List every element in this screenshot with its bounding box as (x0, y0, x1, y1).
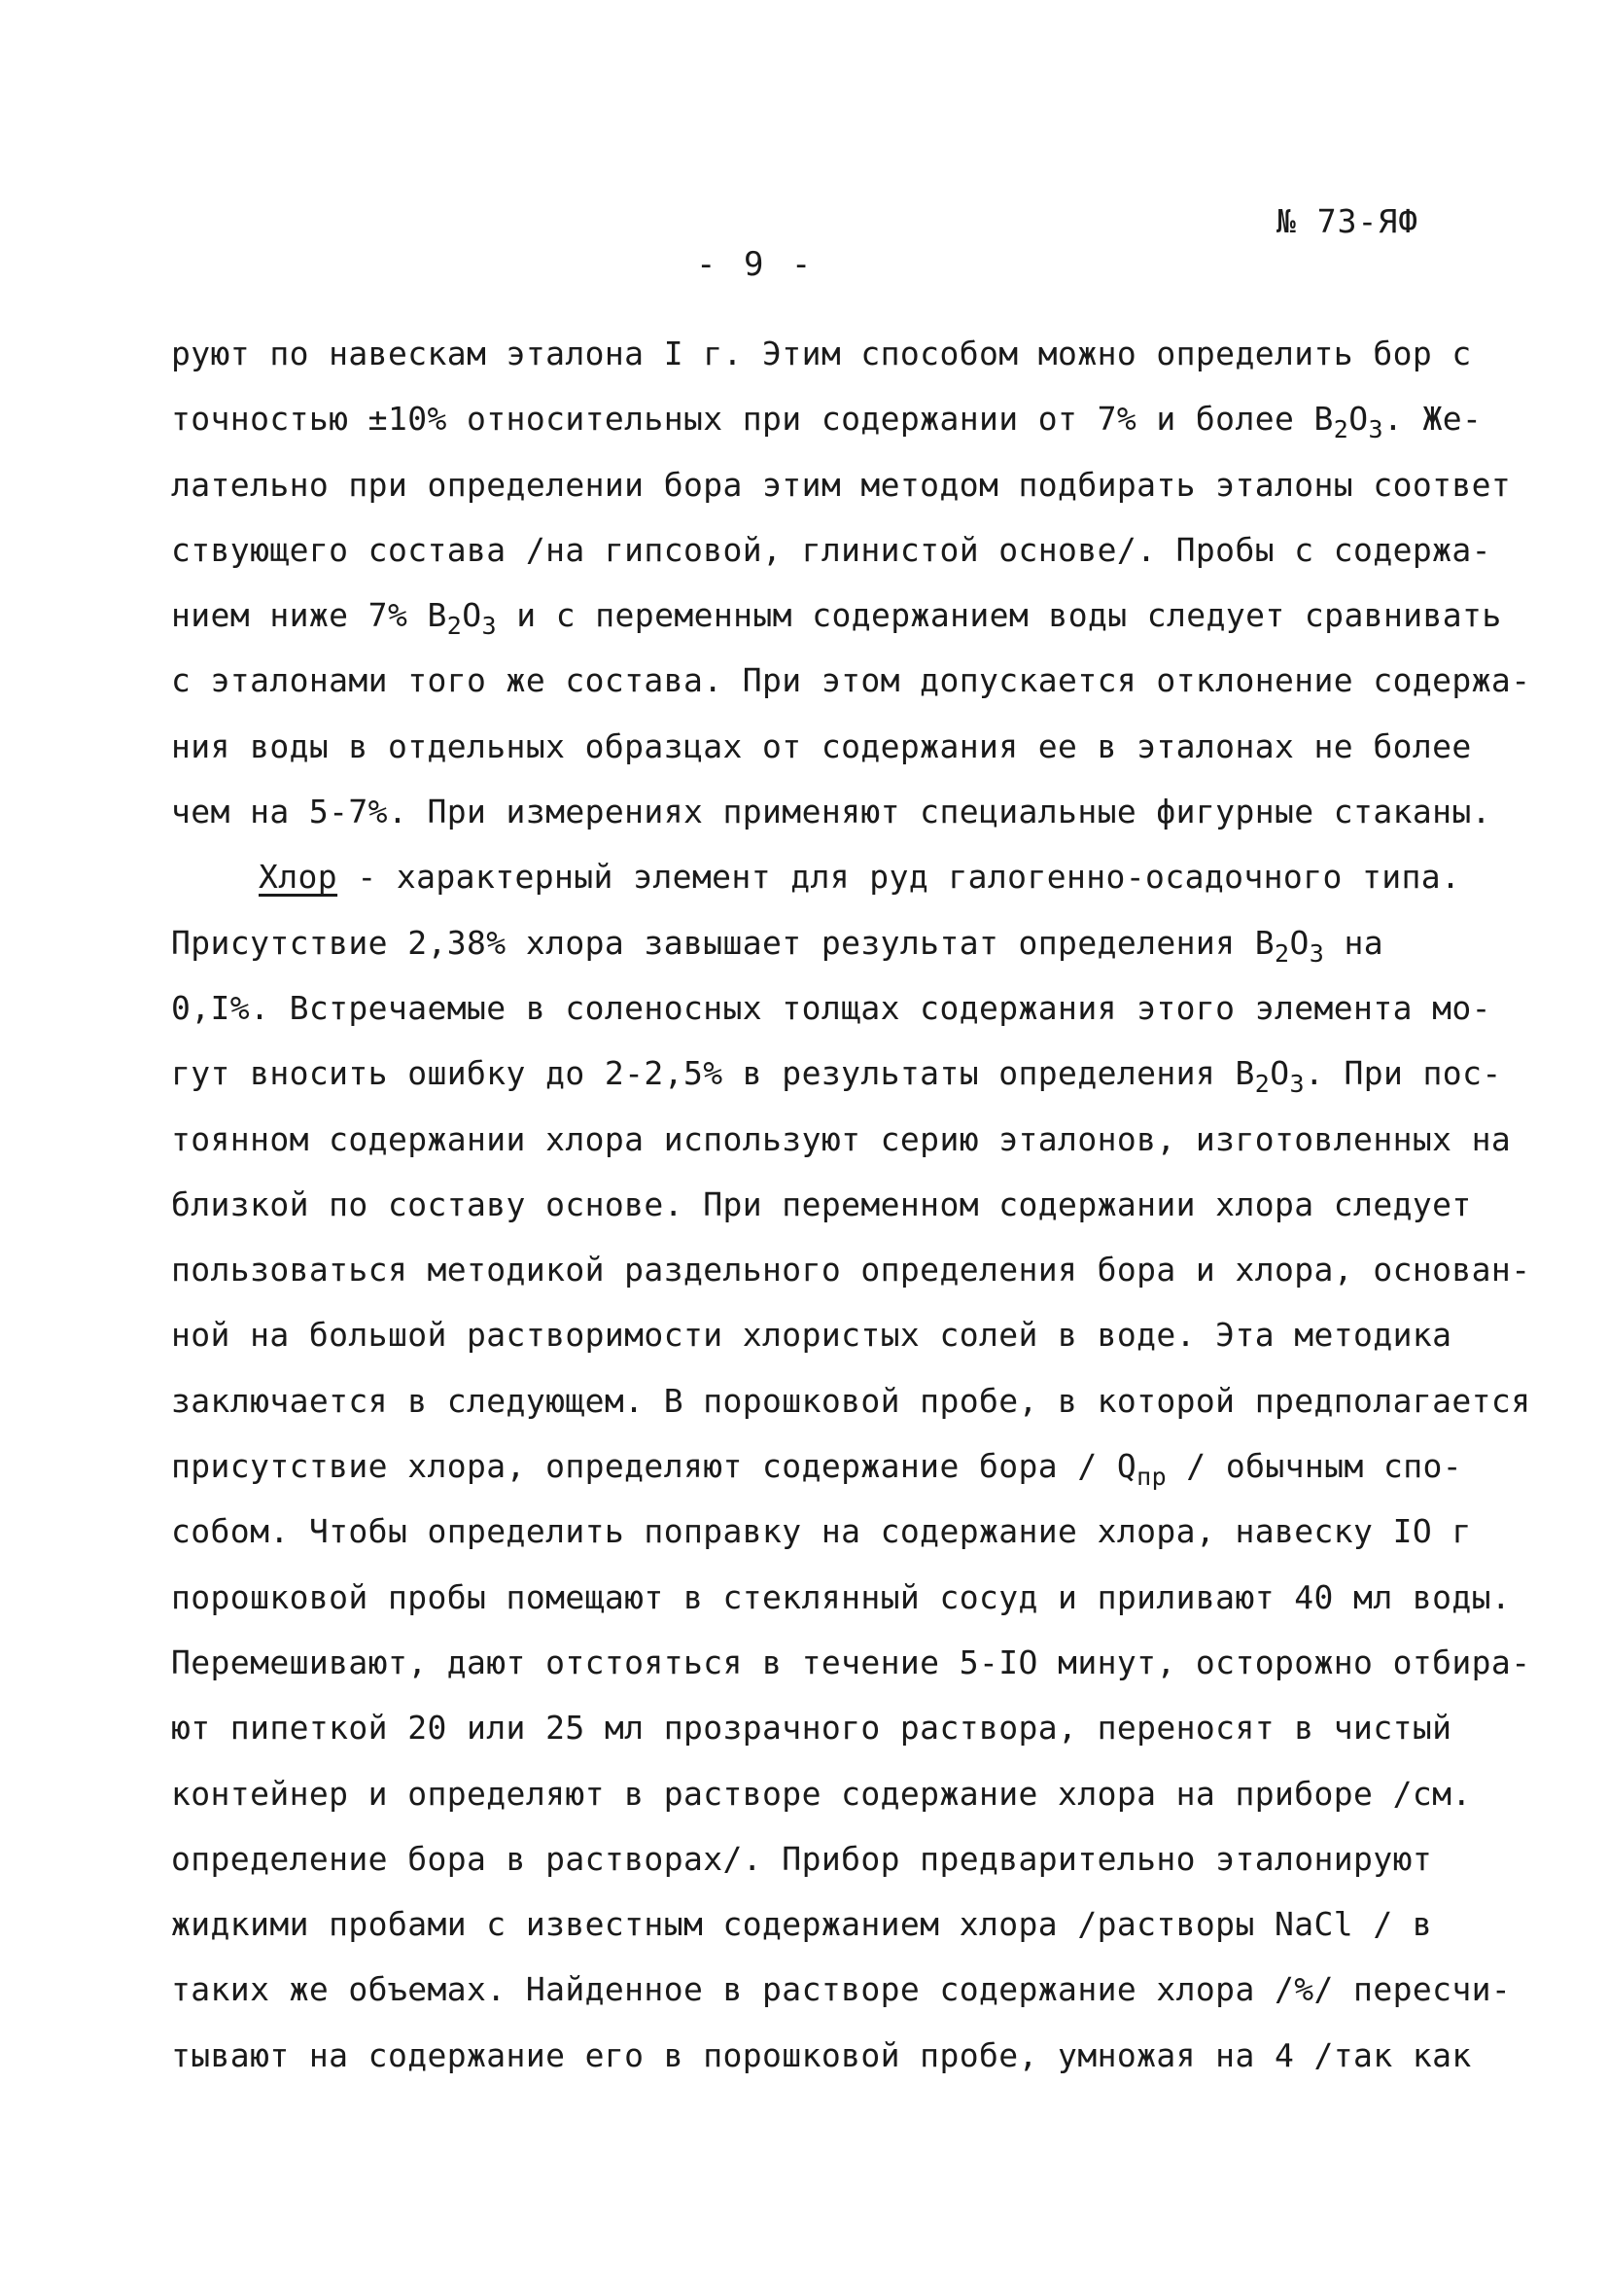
text-line: ствующего состава /на гипсовой, глинистой основе/. Пробы с содержа- (171, 530, 1491, 569)
text-line: ния воды в отдельных образцах от содержания ее в эталонах не более (171, 726, 1472, 765)
section-term-chlorine: Хлор (259, 858, 338, 897)
text-line: таких же объемах. Найденное в растворе содержание хлора /%/ пересчи- (171, 1970, 1512, 2009)
text-line: гут вносить ошибку до 2-2,5% в результаты определения $B_2O_3$. При пос- (171, 1054, 1502, 1099)
text-line: контейнер и определяют в растворе содержание хлора на приборе /см. (171, 1774, 1472, 1813)
text-line: близкой по составу основе. При переменном содержании хлора следует (171, 1184, 1472, 1223)
text-line: с эталонами того же состава. При этом допускается отклонение содержа- (171, 661, 1531, 700)
text-line: собом. Чтобы определить поправку на содержание хлора, навеску IO г (171, 1512, 1472, 1551)
text-line: определение бора в растворах/. Прибор предварительно эталонируют (171, 1839, 1433, 1878)
text-line: жидкими пробами с известным содержанием хлора /растворы NaCl / в (171, 1905, 1433, 1944)
text-line: ной на большой растворимости хлористых солей в воде. Эта методика (171, 1316, 1452, 1355)
text-line: лательно при определении бора этим методом подбирать эталоны соответ (171, 465, 1512, 504)
text-line: Присутствие 2,38% хлора завышает результат определения $B_2O_3$ на (171, 923, 1383, 968)
text-line: Перемешивают, дают отстояться в течение 5-IO минут, осторожно отбира- (171, 1643, 1531, 1681)
text-line: нием ниже 7% $B_2O_3$ и с переменным содержанием воды следует сравнивать (171, 596, 1502, 641)
text-line: порошковой пробы помещают в стеклянный сосуд и приливают 40 мл воды. (171, 1577, 1512, 1616)
text-line: чем на 5-7%. При измерениях применяют специальные фигурные стаканы. (171, 793, 1491, 831)
text-line: присутствие хлора, определяют содержание бора / $Q_{пр}$ / обычным спо- (171, 1447, 1463, 1492)
text-line: тывают на содержание его в порошковой пробе, умножая на 4 /так как (171, 2035, 1472, 2074)
text-line: руют по навескам эталона I г. Этим способом можно определить бор с (171, 335, 1472, 372)
text-line: ют пипеткой 20 или 25 мл прозрачного раствора, переносят в чистый (171, 1709, 1452, 1748)
text-line: пользоваться методикой раздельного определения бора и хлора, основан- (171, 1251, 1531, 1289)
paragraph-start-line: Хлор - характерный элемент для руд галогенно-осадочного типа. (259, 858, 1461, 897)
text-line: тоянном содержании хлора используют серию эталонов, изготовленных на (171, 1119, 1512, 1158)
text-line: точностью ±10% относительных при содержании от 7% и более $B_2O_3$. Же- (171, 400, 1483, 444)
document-number: № 73-ЯФ (1276, 202, 1419, 240)
text-line: 0,I%. Встречаемые в соленосных толщах содержания этого элемента мо- (171, 988, 1491, 1027)
body-text (171, 321, 1531, 2088)
text-line: заключается в следующем. В порошковой пробе, в которой предполагается (171, 1381, 1531, 1420)
page-number: - 9 - (696, 245, 816, 284)
